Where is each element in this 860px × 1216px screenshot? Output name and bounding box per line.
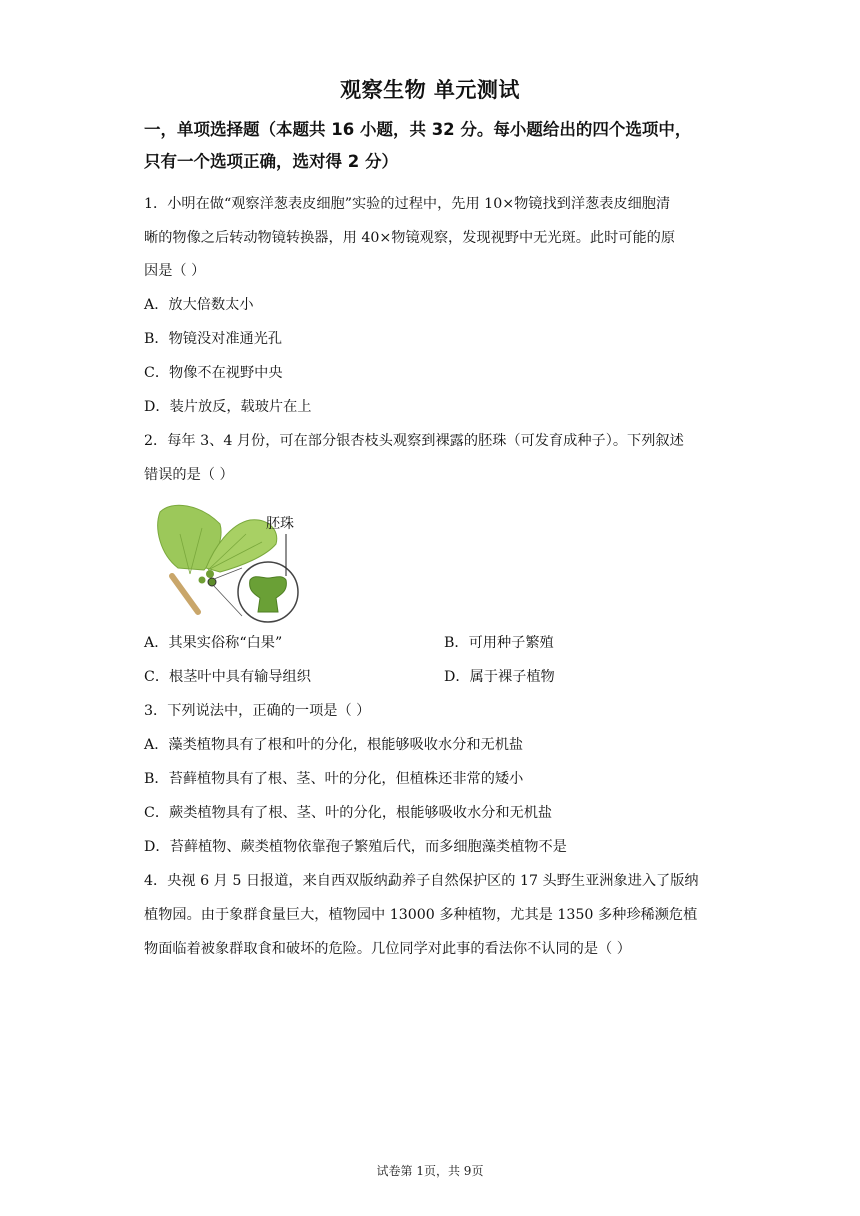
q1-option-a: A．放大倍数太小 [144, 297, 254, 313]
q4-stem-line3: 物面临着被象群取食和破坏的危险。几位同学对此事的看法你不认同的是（ ） [144, 941, 631, 957]
q1-stem-line3: 因是（ ） [144, 263, 206, 279]
q1-option-c: C．物像不在视野中央 [144, 365, 283, 381]
section-heading-line2: 只有一个选项正确，选对得 2 分） [144, 152, 398, 171]
q1-stem-line2: 晰的物像之后转动物镜转换器，用 40×物镜观察，发现视野中无光斑。此时可能的原 [144, 230, 676, 246]
q1-option-b: B．物镜没对准通光孔 [144, 331, 283, 347]
q3-stem: 3．下列说法中，正确的一项是（ ） [144, 703, 371, 719]
figure-label: 胚珠 [266, 516, 294, 532]
q2-option-a: A．其果实俗称“白果” [144, 635, 283, 651]
q2-option-d: D．属于裸子植物 [444, 669, 555, 685]
q1-stem-line1: 1．小明在做“观察洋葱表皮细胞”实验的过程中，先用 10×物镜找到洋葱表皮细胞清 [144, 196, 671, 212]
q4-stem-line2: 植物园。由于象群食量巨大，植物园中 13000 多种植物，尤其是 1350 多种珍稀濒危植 [144, 907, 698, 923]
q3-option-a: A．藻类植物具有了根和叶的分化，根能够吸收水分和无机盐 [144, 737, 524, 753]
q1-option-d: D．装片放反，载玻片在上 [144, 399, 312, 415]
q2-stem-line1: 2．每年 3、4 月份，可在部分银杏枝头观察到裸露的胚珠（可发育成种子）。下列叙述 [144, 433, 684, 449]
ginkgo-ovule-figure [150, 494, 310, 624]
q4-stem-line1: 4．央视 6 月 5 日报道，来自西双版纳勐养子自然保护区的 17 头野生亚洲象进入了版纳 [144, 873, 699, 889]
q2-option-b: B．可用种子繁殖 [444, 635, 554, 651]
page-title: 观察生物 单元测试 [340, 78, 520, 102]
q2-option-c: C．根茎叶中具有输导组织 [144, 669, 311, 685]
page-footer: 试卷第 1页，共 9页 [376, 1164, 484, 1178]
q2-stem-line2: 错误的是（ ） [144, 467, 234, 483]
q3-option-c: C．蕨类植物具有了根、茎、叶的分化，根能够吸收水分和无机盐 [144, 805, 553, 821]
section-heading-line1: 一，单项选择题（本题共 16 小题，共 32 分。每小题给出的四个选项中， [144, 120, 692, 139]
q3-option-b: B．苔藓植物具有了根、茎、叶的分化，但植株还非常的矮小 [144, 771, 524, 787]
q3-option-d: D．苔藓植物、蕨类植物依靠孢子繁殖后代，而多细胞藻类植物不是 [144, 839, 567, 855]
